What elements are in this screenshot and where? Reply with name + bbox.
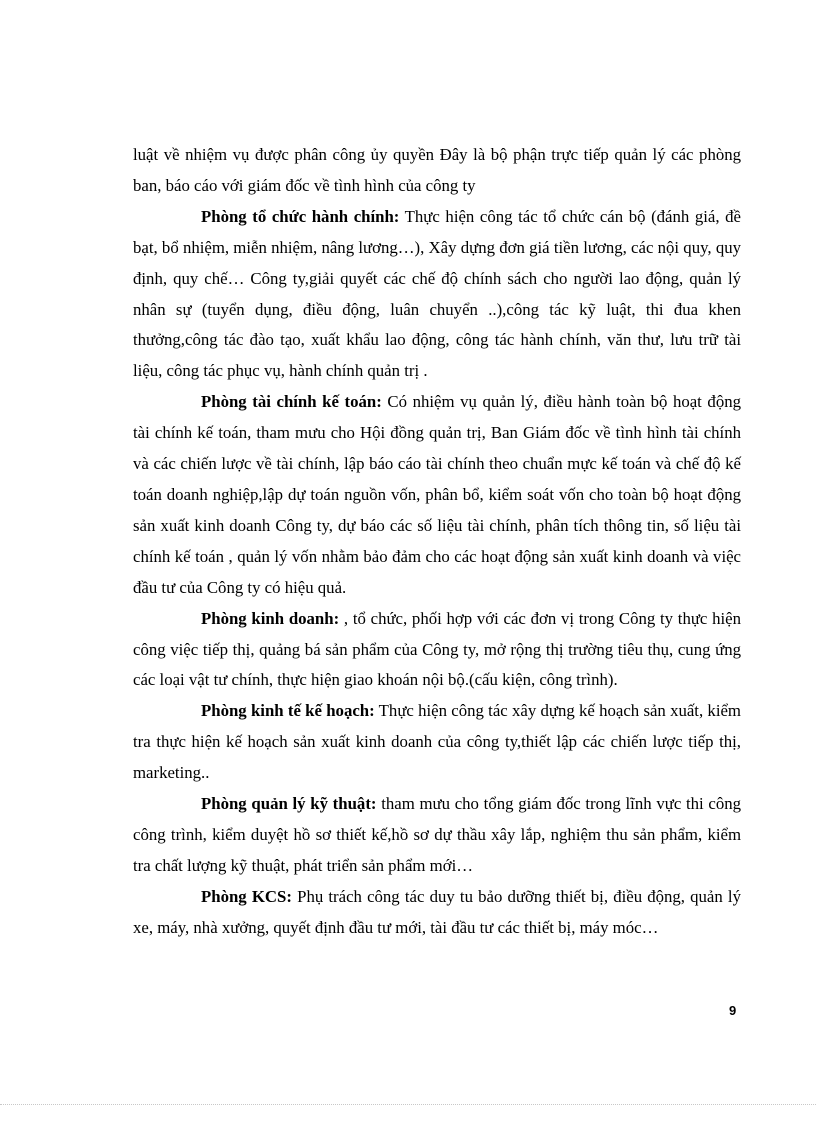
section-paragraph-finance bbox=[133, 387, 741, 603]
section-text-kcs: Phụ trách công tác duy tu bảo dưỡng thiết bị, điều động, quản lý xe, máy, nhà xưởng, quyết định đầu tư mới, tài đầu tư các thiết bị, máy móc… bbox=[133, 886, 741, 937]
section-text-business: , tổ chức, phối hợp với các đơn vị trong Công ty thực hiện công việc tiếp thị, quảng bá sản phẩm của Công ty, mở rộng thị trường tiêu thụ, cung ứng các loại vật tư chính, thực hiện giao khoán nội bộ.(cấu kiện, công trình). bbox=[133, 608, 741, 690]
section-paragraph-administration bbox=[133, 202, 741, 387]
section-text-technical: tham mưu cho tổng giám đốc trong lĩnh vực thi công công trình, kiểm duyệt hồ sơ thiết kế,hồ sơ dự thầu xây lắp, nghiệm thu sản phẩm, kiểm tra chất lượng kỹ thuật, phát triển sản phẩm mới… bbox=[133, 794, 742, 875]
page-number: 9 bbox=[729, 1003, 737, 1018]
section-heading-technical: Phòng quản lý kỹ thuật: bbox=[201, 794, 377, 814]
section-text-finance: Có nhiệm vụ quản lý, điều hành toàn bộ hoạt động tài chính kế toán, tham mưu cho Hội đồng quản trị, Ban Giám đốc về tình hình tài chính và các chiến lược về tài chính, lập báo cáo tài chính theo chuẩn mực kế toán và chế độ kế toán doanh nghiệp,lập dự toán nguồn vốn, phân bổ, kiểm soát vốn cho toàn bộ hoạt động sản xuất kinh doanh Công ty, dự báo các số liệu tài chính, phân tích thông tin, số liệu tài chính kế toán , quản lý vốn nhằm bảo đảm cho các hoạt động sản xuất kinh doanh và việc đầu tư của Công ty có hiệu quả. bbox=[133, 392, 741, 597]
section-paragraph-planning bbox=[133, 696, 741, 789]
page-bottom-divider bbox=[0, 1104, 816, 1105]
section-text-planning: Thực hiện công tác xây dựng kế hoạch sản xuất, kiểm tra thực hiện kế hoạch sản xuất kinh doanh của công ty,thiết lập các chiến lược tiếp thị, marketing.. bbox=[133, 701, 741, 783]
section-paragraph-business bbox=[133, 604, 741, 697]
section-heading-planning: Phòng kinh tế kế hoạch: bbox=[201, 701, 375, 721]
section-paragraph-technical bbox=[133, 789, 741, 882]
section-paragraph-kcs bbox=[133, 882, 741, 944]
document-body bbox=[133, 140, 741, 944]
section-heading-finance: Phòng tài chính kế toán: bbox=[201, 392, 382, 412]
section-heading-administration: Phòng tổ chức hành chính: bbox=[201, 206, 400, 226]
section-heading-business: Phòng kinh doanh: bbox=[201, 608, 340, 628]
intro-paragraph: luật về nhiệm vụ được phân công ủy quyền Đây là bộ phận trực tiếp quản lý các phòng ban, báo cáo với giám đốc về tình hình của công ty bbox=[133, 145, 741, 195]
section-text-administration: Thực hiện công tác tổ chức cán bộ (đánh giá, đề bạt, bổ nhiệm, miễn nhiệm, nâng lương…), Xây dựng đơn giá tiền lương, các nội quy, quy định, quy chế… Công ty,giải quyết các chế độ chính sách cho người lao động, quản lý nhân sự (tuyển dụng, điều động, luân chuyển ..),công tác kỹ luật, thi đua khen thưởng,công tác đào tạo, xuất khẩu lao động, công tác hành chính, văn thư, lưu trữ tài liệu, công tác phục vụ, hành chính quản trị . bbox=[133, 206, 741, 381]
section-heading-kcs: Phòng KCS: bbox=[201, 886, 292, 906]
